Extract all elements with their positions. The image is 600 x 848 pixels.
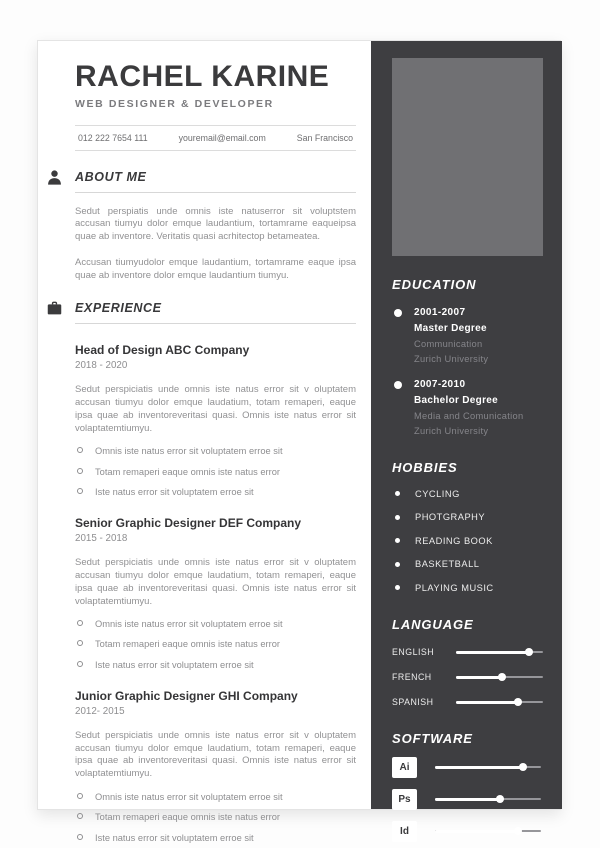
circle-bullet-icon bbox=[77, 620, 83, 626]
timeline-dot-icon bbox=[394, 309, 402, 317]
education-degree: Master Degree bbox=[414, 323, 487, 334]
circle-bullet-icon bbox=[77, 661, 83, 667]
hobbies-heading: HOBBIES bbox=[392, 460, 458, 475]
sidebar bbox=[371, 41, 562, 837]
bullet-dot-icon bbox=[395, 585, 400, 590]
slider-fill bbox=[435, 766, 523, 769]
timeline-dot-icon bbox=[394, 381, 402, 389]
job-bullet: Omnis iste natus error sit voluptatem erroe sit bbox=[75, 446, 356, 456]
person-icon bbox=[47, 170, 62, 185]
education-period: 2007-2010 bbox=[414, 379, 466, 390]
job-bullet: Omnis iste natus error sit voluptatem erroe sit bbox=[75, 792, 356, 802]
experience-entry bbox=[75, 343, 356, 497]
job-bullet: Totam remaperi eaque omnis iste natus error bbox=[75, 639, 356, 649]
education-period: 2001-2007 bbox=[414, 307, 466, 318]
job-bullet-list bbox=[75, 446, 356, 497]
slider-handle bbox=[496, 795, 504, 803]
slider-fill bbox=[456, 676, 502, 679]
experience-heading: EXPERIENCE bbox=[75, 301, 162, 316]
education-field: Communication bbox=[414, 339, 483, 349]
circle-bullet-icon bbox=[77, 813, 83, 819]
hobby-item: BASKETBALL bbox=[392, 559, 543, 569]
bullet-dot-icon bbox=[395, 538, 400, 543]
language-heading: LANGUAGE bbox=[392, 616, 474, 632]
slider-handle bbox=[519, 763, 527, 771]
bullet-dot-icon bbox=[395, 515, 400, 520]
briefcase-icon bbox=[47, 301, 62, 316]
language-level-slider bbox=[456, 698, 543, 707]
slider-fill bbox=[435, 830, 518, 833]
language-row bbox=[392, 673, 543, 682]
hobby-item: PHOTGRAPHY bbox=[392, 512, 543, 522]
experience-section-header bbox=[75, 301, 356, 324]
bullet-dot-icon bbox=[395, 562, 400, 567]
slider-fill bbox=[435, 798, 500, 801]
main-column bbox=[38, 41, 371, 843]
job-bullet-list bbox=[75, 792, 356, 843]
job-title: Junior Graphic Designer GHI Company bbox=[75, 688, 298, 703]
job-description: Sedut perspiciatis unde omnis iste natus error sit v oluptatem accusan tiumyu dolor emque laudatium, totam remaperi, eaque ipsa quae ab inventoreveritasi quasi. Omnis iste natus error sit volaptatemtiumyu. bbox=[75, 384, 356, 434]
slider-fill bbox=[456, 701, 518, 704]
circle-bullet-icon bbox=[77, 447, 83, 453]
job-description: Sedut perspiciatis unde omnis iste natus error sit v oluptatem accusan tiumyu dolor emque laudatium, totam remaperi, eaque ipsa quae ab inventoreveritasi quasi. Omnis iste natus error sit volaptatemtiumyu. bbox=[75, 729, 356, 780]
slider-handle bbox=[525, 648, 533, 656]
contact-email: youremail@email.com bbox=[178, 132, 266, 143]
language-label: ENGLISH bbox=[392, 647, 435, 657]
language-level-slider bbox=[456, 673, 543, 682]
education-degree: Bachelor Degree bbox=[414, 395, 498, 406]
job-period: 2015 - 2018 bbox=[75, 533, 128, 545]
language-row bbox=[392, 648, 543, 657]
software-row bbox=[392, 789, 543, 810]
contact-bar bbox=[75, 125, 356, 151]
education-field: Media and Comunication bbox=[414, 411, 524, 421]
software-level-slider bbox=[435, 827, 541, 836]
job-title: Head of Design ABC Company bbox=[75, 343, 250, 358]
job-bullet: Iste natus error sit voluptatem erroe sit bbox=[75, 487, 356, 497]
slider-handle bbox=[498, 673, 506, 681]
software-row bbox=[392, 821, 543, 842]
job-bullet-list bbox=[75, 619, 356, 670]
circle-bullet-icon bbox=[77, 834, 83, 840]
education-entry bbox=[392, 307, 543, 364]
contact-location: San Francisco bbox=[296, 132, 353, 143]
profile-photo-placeholder bbox=[392, 58, 543, 256]
language-level-slider bbox=[456, 648, 543, 657]
experience-entry bbox=[75, 689, 356, 843]
software-level-slider bbox=[435, 763, 541, 772]
software-heading: SOFTWARE bbox=[392, 730, 473, 746]
indesign-badge: Id bbox=[392, 821, 417, 842]
slider-handle bbox=[514, 698, 522, 706]
hobby-item: PLAYING MUSIC bbox=[392, 583, 543, 593]
language-row bbox=[392, 698, 543, 707]
job-description: Sedut perspiciatis unde omnis iste natus error sit v oluptatem accusan tiumyu dolor emque laudatium, totam remaperi, eaque ipsa quae ab inventoreveritasi quasi. Omnis iste natus error sit volaptatemtiumyu. bbox=[75, 557, 356, 607]
circle-bullet-icon bbox=[77, 793, 83, 799]
illustrator-badge: Ai bbox=[392, 757, 417, 778]
about-section-header bbox=[75, 170, 356, 193]
circle-bullet-icon bbox=[77, 640, 83, 646]
circle-bullet-icon bbox=[77, 488, 83, 494]
person-role: WEB DESIGNER & DEVELOPER bbox=[75, 97, 274, 110]
education-school: Zurich University bbox=[414, 426, 489, 436]
about-heading: ABOUT ME bbox=[75, 169, 147, 184]
job-title: Senior Graphic Designer DEF Company bbox=[75, 516, 302, 531]
experience-entry bbox=[75, 516, 356, 670]
contact-phone: 012 222 7654 111 bbox=[78, 132, 148, 143]
slider-handle bbox=[514, 827, 522, 835]
education-entry bbox=[392, 379, 543, 436]
job-bullet: Iste natus error sit voluptatem erroe sit bbox=[75, 660, 356, 670]
language-label: SPANISH bbox=[392, 697, 434, 707]
circle-bullet-icon bbox=[77, 468, 83, 474]
person-name: RACHEL KARINE bbox=[75, 60, 330, 93]
bullet-dot-icon bbox=[395, 491, 400, 496]
about-paragraph: Accusan tiumyudolor emque laudantium, tortamrame eaque ipsa quae ab inventore dolor emque laudantium tiumyu. bbox=[75, 256, 356, 281]
job-bullet: Omnis iste natus error sit voluptatem erroe sit bbox=[75, 619, 356, 629]
job-period: 2018 - 2020 bbox=[75, 360, 128, 372]
job-bullet: Totam remaperi eaque omnis iste natus error bbox=[75, 467, 356, 477]
hobby-item: CYCLING bbox=[392, 489, 543, 499]
photoshop-badge: Ps bbox=[392, 789, 417, 810]
education-school: Zurich University bbox=[414, 354, 489, 364]
about-paragraph: Sedut perspiatis unde omnis iste natuserror sit voluptstem accusan tiumyu dolor emque laudantium, tortamrame eaqueipsa quae ab inventore. Veritatis quasi acrhitectop betameatea. bbox=[75, 205, 356, 243]
job-bullet: Totam remaperi eaque omnis iste natus error bbox=[75, 812, 356, 822]
hobby-item: READING BOOK bbox=[392, 536, 543, 546]
job-period: 2012- 2015 bbox=[75, 705, 125, 717]
software-level-slider bbox=[435, 795, 541, 804]
education-heading: EDUCATION bbox=[392, 277, 477, 292]
language-label: FRENCH bbox=[392, 672, 432, 682]
resume-page bbox=[37, 40, 561, 843]
software-row bbox=[392, 757, 543, 778]
job-bullet: Iste natus error sit voluptatem erroe sit bbox=[75, 833, 356, 843]
slider-fill bbox=[456, 651, 529, 654]
